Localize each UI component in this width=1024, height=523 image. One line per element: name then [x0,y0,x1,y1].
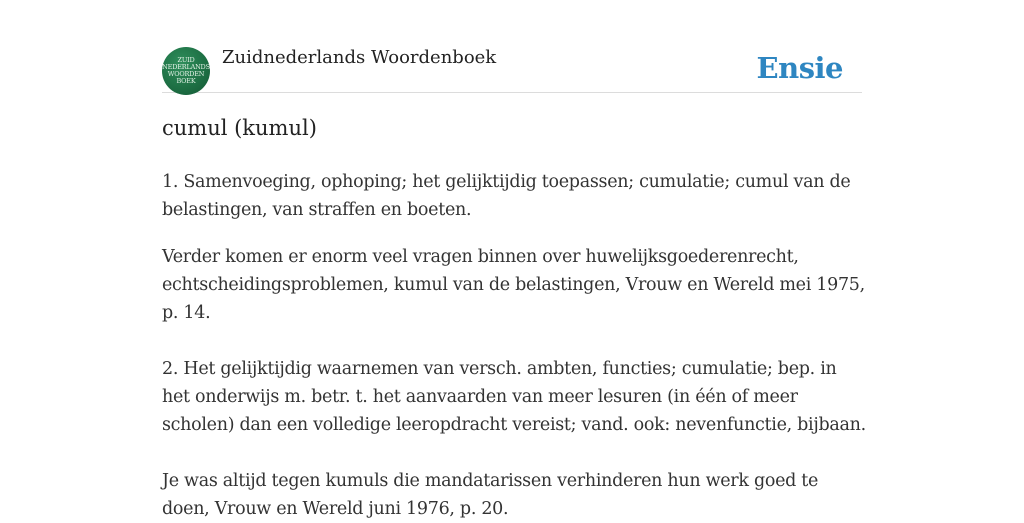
logo-text-line: BOEK [176,77,196,85]
logo-text-line: ZUID [177,56,195,64]
dictionary-title[interactable]: Zuidnederlands Woordenboek [222,47,497,68]
site-logo[interactable] [162,47,210,95]
logo-text-line: WOORDEN [167,70,205,78]
entry-body [162,168,867,523]
logo-text-line: NEDERLANDS [162,63,210,71]
brand-logo[interactable]: Ensie [756,51,843,85]
page [162,0,866,519]
example-quote-1: Verder komen er enorm veel vragen binnen over huwelijksgoederenrecht, echtscheidingsproblemen, kumul van de belastingen, Vrouw en Wereld mei 1975, p. 14. [162,247,865,323]
example-quote-2: Je was altijd tegen kumuls die mandatarissen verhinderen hun werk goed te doen, Vrouw en Wereld juni 1976, p. 20. [162,471,819,519]
headword: cumul (kumul) [162,116,317,140]
header [162,44,862,93]
definition-sense-1: 1. Samenvoeging, ophoping; het gelijktijdig toepassen; cumulatie; cumul van de belastingen, van straffen en boeten. [162,172,851,220]
definition-sense-2: 2. Het gelijktijdig waarnemen van versch. ambten, functies; cumulatie; bep. in het onderwijs m. betr. t. het aanvaarden van meer lesuren (in één of meer scholen) dan een volledige leeropdracht vereist; vand. ook: nevenfunctie, bijbaan. [162,359,866,435]
